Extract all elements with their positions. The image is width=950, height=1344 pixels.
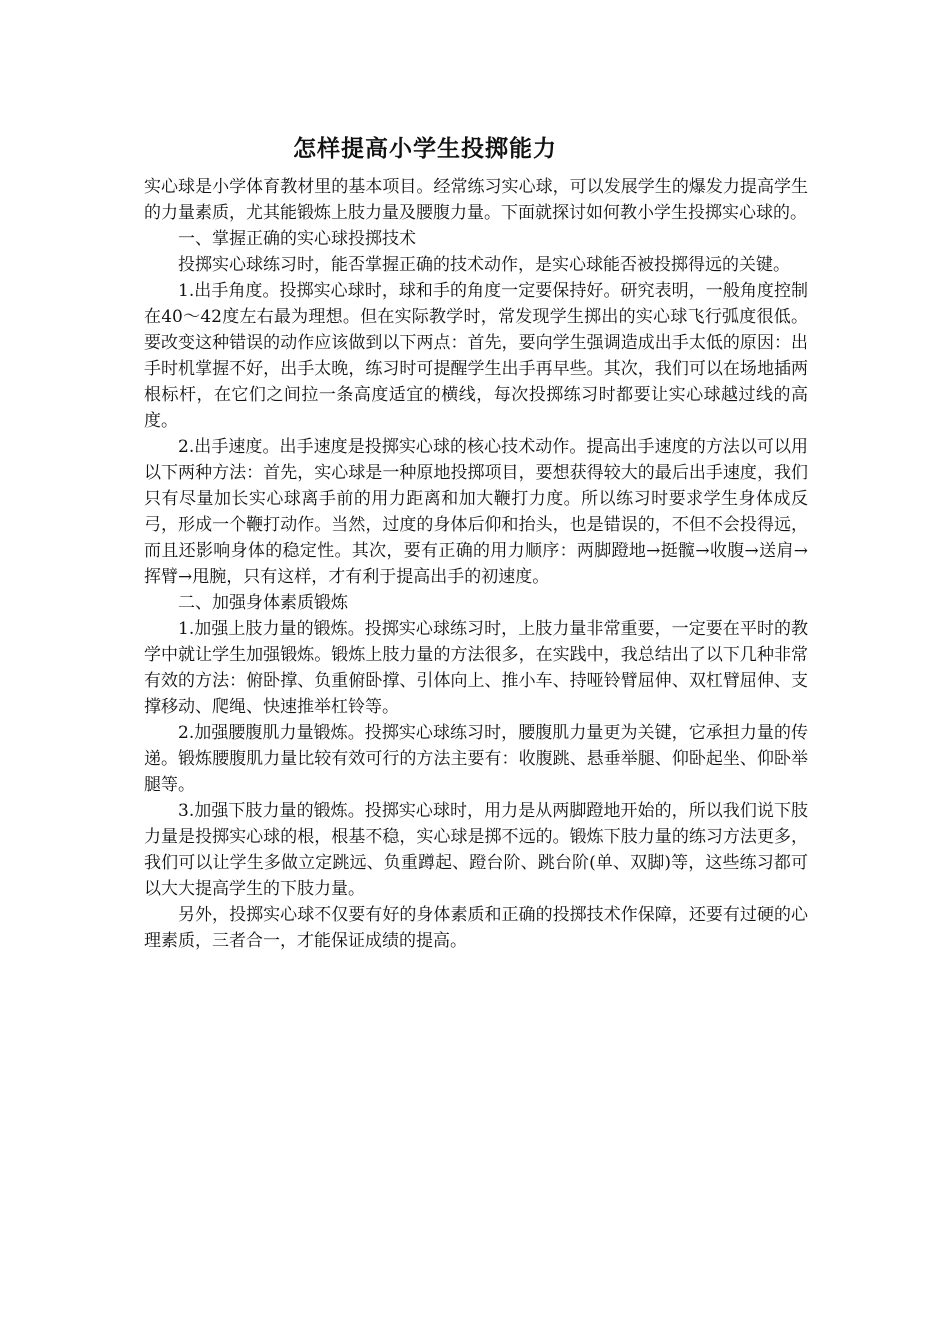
paragraph-conclusion: 另外，投掷实心球不仅要有好的身体素质和正确的投掷技术作保障，还要有过硬的心理素质，三者合一，才能保证成绩的提高。 xyxy=(144,905,808,951)
document-body xyxy=(144,174,808,954)
paragraph-lower-body: 3.加强下肢力量的锻炼。投掷实心球时，用力是从两脚蹬地开始的，所以我们说下肢力量是投掷实心球的根，根基不稳，实心球是掷不远的。锻炼下肢力量的练习方法更多，我们可以让学生多做立定跳远、负重蹲起、蹬台阶、跳台阶(单、双脚)等，这些练习都可以大大提高学生的下肢力量。 xyxy=(144,801,808,899)
paragraph-technique-key: 投掷实心球练习时，能否掌握正确的技术动作，是实心球能否被投掷得远的关键。 xyxy=(178,255,790,275)
section-heading-2: 二、加强身体素质锻炼 xyxy=(178,593,348,613)
paragraph-release-speed: 2.出手速度。出手速度是投掷实心球的核心技术动作。提高出手速度的方法以可以用以下两种方法：首先，实心球是一种原地投掷项目，要想获得较大的最后出手速度，我们只有尽量加长实心球离手前的用力距离和加大鞭打力度。所以练习时要求学生身体成反弓，形成一个鞭打动作。当然，过度的身体后仰和抬头，也是错误的，不但不会投得远，而且还影响身体的稳定性。其次，要有正确的用力顺序：两脚蹬地→挺髋→收腹→送肩→挥臂→甩腕，只有这样，才有利于提高出手的初速度。 xyxy=(144,437,808,587)
paragraph-core: 2.加强腰腹肌力量锻炼。投掷实心球练习时，腰腹肌力量更为关键，它承担力量的传递。锻炼腰腹肌力量比较有效可行的方法主要有：收腹跳、悬垂举腿、仰卧起坐、仰卧举腿等。 xyxy=(144,723,808,795)
paragraph-release-angle: 1.出手角度。投掷实心球时，球和手的角度一定要保持好。研究表明，一般角度控制在40～42度左右最为理想。但在实际教学时，常发现学生掷出的实心球飞行弧度很低。要改变这种错误的动作应该做到以下两点：首先，要向学生强调造成出手太低的原因：出手时机掌握不好，出手太晚，练习时可提醒学生出手再早些。其次，我们可以在场地插两根标杆，在它们之间拉一条高度适宜的横线，每次投掷练习时都要让实心球越过线的高度。 xyxy=(144,281,808,431)
paragraph-intro: 实心球是小学体育教材里的基本项目。经常练习实心球，可以发展学生的爆发力提高学生的力量素质，尤其能锻炼上肢力量及腰腹力量。下面就探讨如何教小学生投掷实心球的。 xyxy=(144,177,808,223)
document-title: 怎样提高小学生投掷能力 xyxy=(293,136,557,162)
section-heading-1: 一、掌握正确的实心球投掷技术 xyxy=(178,229,416,249)
paragraph-upper-body: 1.加强上肢力量的锻炼。投掷实心球练习时，上肢力量非常重要，一定要在平时的教学中就让学生加强锻炼。锻炼上肢力量的方法很多，在实践中，我总结出了以下几种非常有效的方法：俯卧撑、负重俯卧撑、引体向上、推小车、持哑铃臂屈伸、双杠臂屈伸、支撑移动、爬绳、快速推举杠铃等。 xyxy=(144,619,808,717)
